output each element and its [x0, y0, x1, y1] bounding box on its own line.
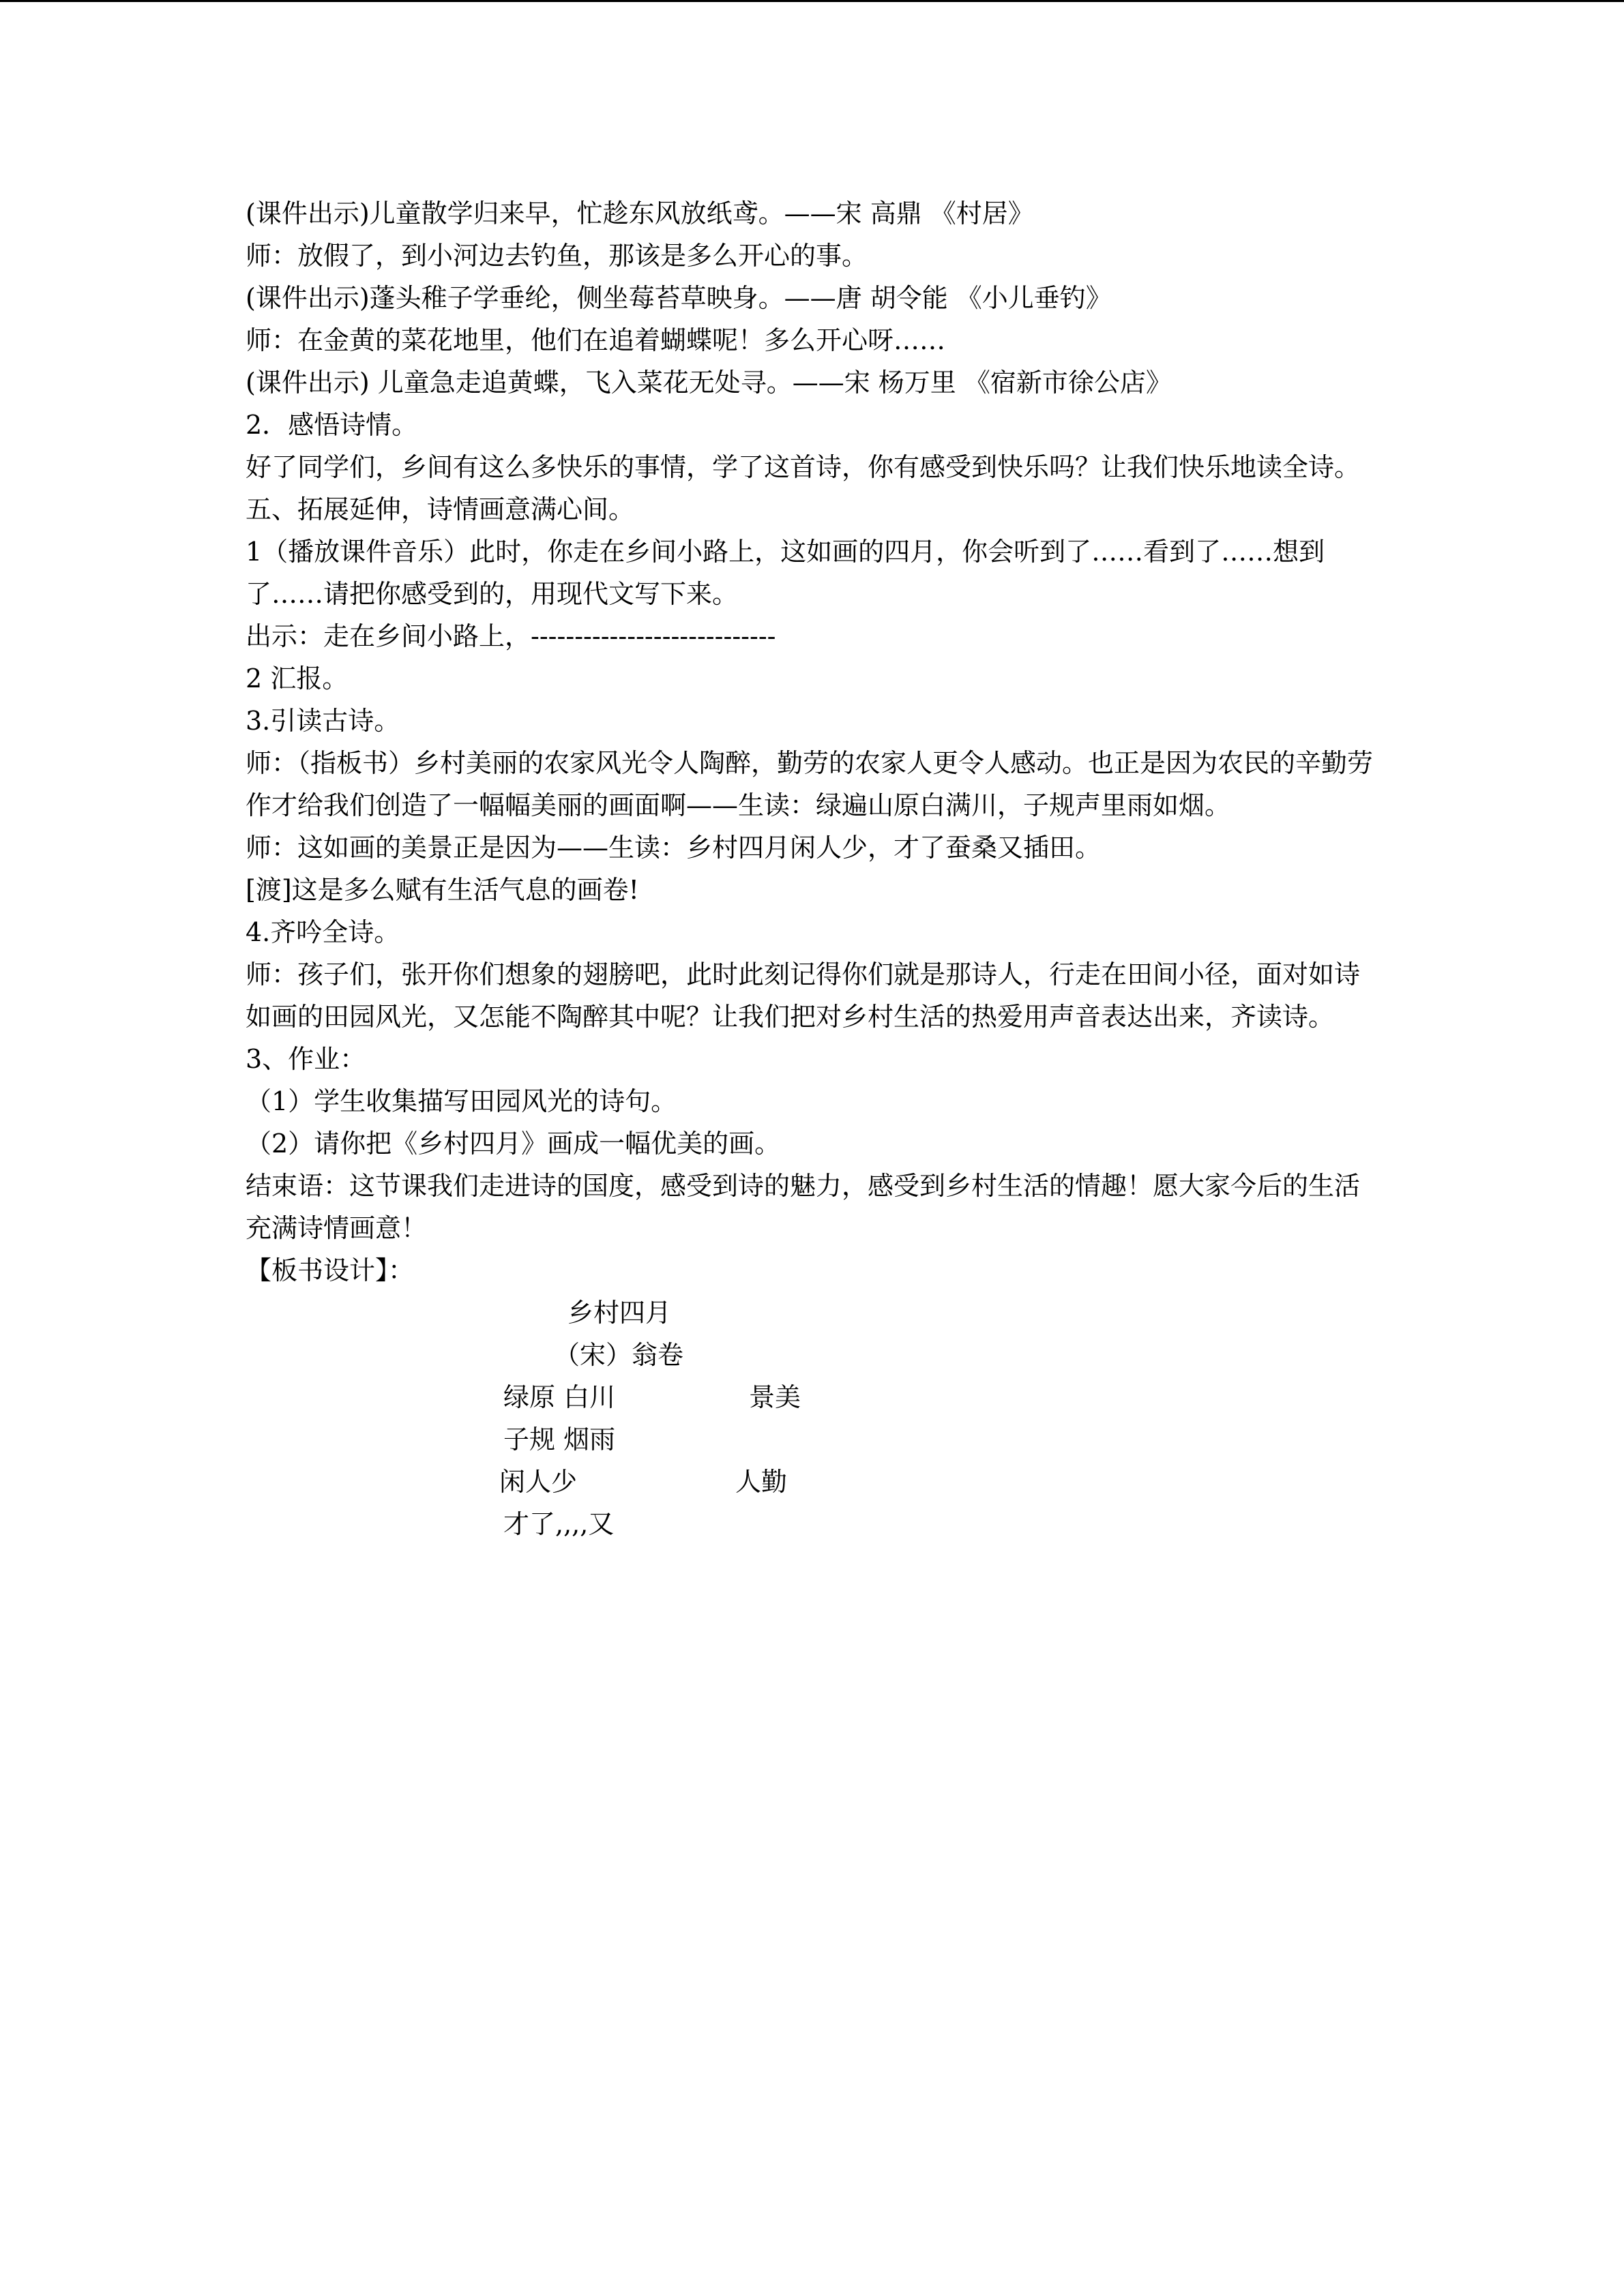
text-line: [渡]这是多么赋有生活气息的画卷!: [246, 875, 639, 905]
board-design: [246, 1292, 1378, 1537]
section-heading: 4.齐吟全诗。: [246, 917, 400, 947]
text-line: (课件出示)蓬头稚子学垂纶，侧坐莓苔草映身。——唐 胡令能 《小儿垂钓》: [246, 283, 1112, 313]
text-paragraph: 结束语：这节课我们走进诗的国度，感受到诗的魅力，感受到乡村生活的情趣！愿大家今后的生活充满诗情画意！: [246, 1171, 1361, 1243]
text-paragraph: 师：（指板书）乡村美丽的农家风光令人陶醉，勤劳的农家人更令人感动。也正是因为农民的辛勤劳作才给我们创造了一幅幅美丽的画面啊——生读：绿遍山原白满川，子规声里雨如烟。: [246, 748, 1374, 820]
section-heading: 3、作业：: [246, 1044, 366, 1074]
text-line: 师：在金黄的菜花地里，他们在追着蝴蝶呢！多么开心呀……: [246, 325, 946, 355]
text-line: (课件出示) 儿童急走追黄蝶，飞入菜花无处寻。——宋 杨万里 《宿新市徐公店》: [246, 368, 1172, 398]
text-line: （2）请你把《乡村四月》画成一幅优美的画。: [246, 1129, 781, 1159]
text-line: 师：这如画的美景正是因为——生读：乡村四月闲人少，才了蚕桑又插田。: [246, 833, 1102, 863]
board-row-left: 闲人少: [499, 1467, 578, 1497]
section-heading: 【板书设计】：: [246, 1255, 415, 1285]
board-row-left: 才了,,,,又: [503, 1509, 615, 1539]
text-paragraph: 师：孩子们，张开你们想象的翅膀吧，此时此刻记得你们就是那诗人，行走在田间小径，面对如诗如画的田园风光，又怎能不陶醉其中呢？让我们把对乡村生活的热爱用声音表达出来，齐读诗。: [246, 959, 1361, 1032]
text-line: 师：放假了，到小河边去钓鱼，那该是多么开心的事。: [246, 241, 868, 271]
text-line: 2 汇报。: [246, 664, 349, 694]
board-row-left: 绿原 白川: [503, 1382, 616, 1412]
document-body: [246, 192, 1378, 1537]
board-title: 乡村四月: [567, 1298, 672, 1328]
section-heading: 五、拓展延伸，诗情画意满心间。: [246, 494, 635, 524]
board-row-right: 景美: [749, 1382, 801, 1412]
text-line: (课件出示)儿童散学归来早，忙趁东风放纸鸢。——宋 高鼎 《村居》: [246, 198, 1034, 228]
board-author: （宋）翁卷: [554, 1340, 684, 1370]
text-paragraph: 1（播放课件音乐）此时，你走在乡间小路上，这如画的四月，你会听到了……看到了……想到了……请把你感受到的，用现代文写下来。: [246, 537, 1325, 609]
section-heading: 2．感悟诗情。: [246, 410, 418, 440]
section-heading: 3.引读古诗。: [246, 706, 400, 736]
text-paragraph: 好了同学们，乡间有这么多快乐的事情，学了这首诗，你有感受到快乐吗？让我们快乐地读全诗。: [246, 452, 1361, 482]
text-line: 出示：走在乡间小路上，----------------------------: [246, 621, 776, 651]
page-top-border: [0, 0, 1624, 2]
board-row-right: 人勤: [735, 1467, 788, 1497]
text-line: （1）学生收集描写田园风光的诗句。: [246, 1086, 677, 1116]
board-row-left: 子规 烟雨: [503, 1425, 616, 1455]
